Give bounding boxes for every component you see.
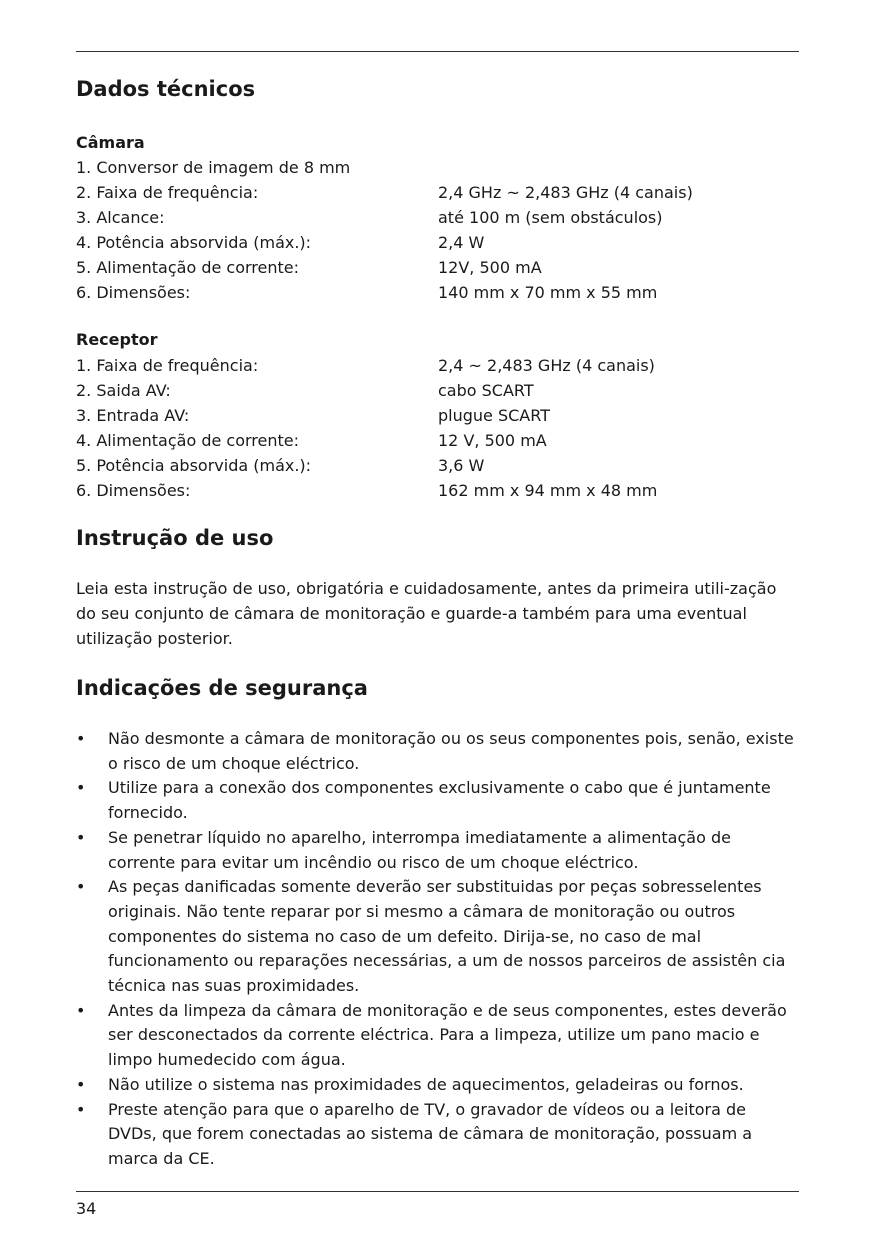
spec-value: 12V, 500 mA bbox=[438, 258, 542, 277]
list-item bbox=[76, 999, 799, 1073]
bullet-icon: • bbox=[76, 877, 86, 897]
spec-row bbox=[76, 353, 799, 378]
safety-title: Indicações de segurança bbox=[76, 676, 368, 700]
spec-label: 5. Potência absorvida (máx.): bbox=[76, 456, 312, 475]
list-item bbox=[76, 1098, 799, 1172]
list-item bbox=[76, 826, 799, 875]
list-item bbox=[76, 776, 799, 825]
spec-label: 1. Conversor de imagem de 8 mm bbox=[76, 158, 351, 177]
spec-label: 4. Alimentação de corrente: bbox=[76, 431, 299, 450]
spec-value: até 100 m (sem obstáculos) bbox=[438, 208, 663, 227]
spec-label: 1. Faixa de frequência: bbox=[76, 356, 259, 375]
spec-value: 162 mm x 94 mm x 48 mm bbox=[438, 481, 658, 500]
usage-paragraph: Leia esta instrução de uso, obrigatória e cuidadosamente, antes da primeira utili-zação do seu conjunto de câmara de monitoração e guarde-a também para uma eventual utilização posterior. bbox=[76, 579, 777, 648]
spec-value: 3,6 W bbox=[438, 456, 485, 475]
spec-value: 12 V, 500 mA bbox=[438, 431, 547, 450]
spec-label: 6. Dimensões: bbox=[76, 481, 191, 500]
spec-value: 2,4 W bbox=[438, 233, 485, 252]
top-rule bbox=[76, 51, 799, 52]
spec-value: cabo SCART bbox=[438, 381, 534, 400]
safety-item-text: Não utilize o sistema nas proximidades de aquecimentos, geladeiras ou fornos. bbox=[108, 1074, 744, 1094]
spec-row bbox=[76, 180, 799, 205]
usage-title: Instrução de uso bbox=[76, 526, 274, 550]
tech-data-title: Dados técnicos bbox=[76, 77, 256, 101]
spec-row bbox=[76, 230, 799, 255]
spec-label: 3. Alcance: bbox=[76, 208, 165, 227]
spec-label: 2. Faixa de frequência: bbox=[76, 183, 259, 202]
list-item bbox=[76, 1073, 799, 1098]
camera-spec-list bbox=[76, 155, 799, 305]
safety-item-text: Não desmonte a câmara de monitoração ou os seus componentes pois, senão, existe o risco de um choque eléctrico. bbox=[108, 729, 794, 773]
spec-label: 5. Alimentação de corrente: bbox=[76, 258, 299, 277]
spec-row bbox=[76, 403, 799, 428]
spec-row bbox=[76, 428, 799, 453]
receiver-spec-list bbox=[76, 353, 799, 503]
spec-value: 2,4 GHz ~ 2,483 GHz (4 canais) bbox=[438, 183, 693, 202]
spec-row bbox=[76, 280, 799, 305]
bullet-icon: • bbox=[76, 827, 86, 847]
spec-row bbox=[76, 378, 799, 403]
list-item bbox=[76, 727, 799, 776]
bullet-icon: • bbox=[76, 778, 86, 798]
bullet-icon: • bbox=[76, 729, 86, 748]
spec-row bbox=[76, 155, 799, 180]
bullet-icon: • bbox=[76, 1000, 86, 1020]
safety-item-text: Preste atenção para que o aparelho de TV, o gravador de vídeos ou a leitora de DVDs, que forem conectadas ao sistema de câmara de monitoração, possuam a marca da CE. bbox=[108, 1099, 753, 1168]
spec-label: 6. Dimensões: bbox=[76, 283, 191, 302]
bullet-icon: • bbox=[76, 1099, 86, 1119]
spec-row bbox=[76, 478, 799, 503]
safety-item-text: Se penetrar líquido no aparelho, interrompa imediatamente a alimentação de corrente para evitar um incêndio ou risco de um choque eléctrico. bbox=[108, 827, 731, 872]
list-item bbox=[76, 875, 799, 999]
spec-row bbox=[76, 453, 799, 478]
spec-value: 140 mm x 70 mm x 55 mm bbox=[438, 283, 658, 302]
bullet-icon: • bbox=[76, 1074, 86, 1094]
spec-label: 2. Saida AV: bbox=[76, 381, 171, 400]
safety-list bbox=[76, 727, 799, 1172]
spec-value: 2,4 ~ 2,483 GHz (4 canais) bbox=[438, 356, 655, 375]
safety-item-text: As peças danificadas somente deverão ser substituidas por peças sobresselentes originais. Não tente reparar por si mesmo a câmara de monitoração ou outros componentes do sistema no caso de um defeito. Dirija-se, no caso de mal funcionamento ou reparações necessárias, a um de nossos parceiros de assistên cia técnica nas suas proximidades. bbox=[108, 877, 786, 996]
spec-label: 3. Entrada AV: bbox=[76, 406, 190, 425]
spec-label: 4. Potência absorvida (máx.): bbox=[76, 233, 312, 252]
spec-value: plugue SCART bbox=[438, 406, 550, 425]
bottom-rule bbox=[76, 1191, 799, 1192]
spec-row bbox=[76, 205, 799, 230]
receiver-heading: Receptor bbox=[76, 330, 158, 349]
spec-row bbox=[76, 255, 799, 280]
safety-item-text: Utilize para a conexão dos componentes exclusivamente o cabo que é juntamente fornecido. bbox=[108, 778, 771, 823]
safety-item-text: Antes da limpeza da câmara de monitoração e de seus componentes, estes deverão ser desconectados da corrente eléctrica. Para a limpeza, utilize um pano macio e limpo humedecido com água. bbox=[108, 1000, 787, 1070]
page-number: 34 bbox=[76, 1199, 97, 1218]
camera-heading: Câmara bbox=[76, 133, 145, 152]
